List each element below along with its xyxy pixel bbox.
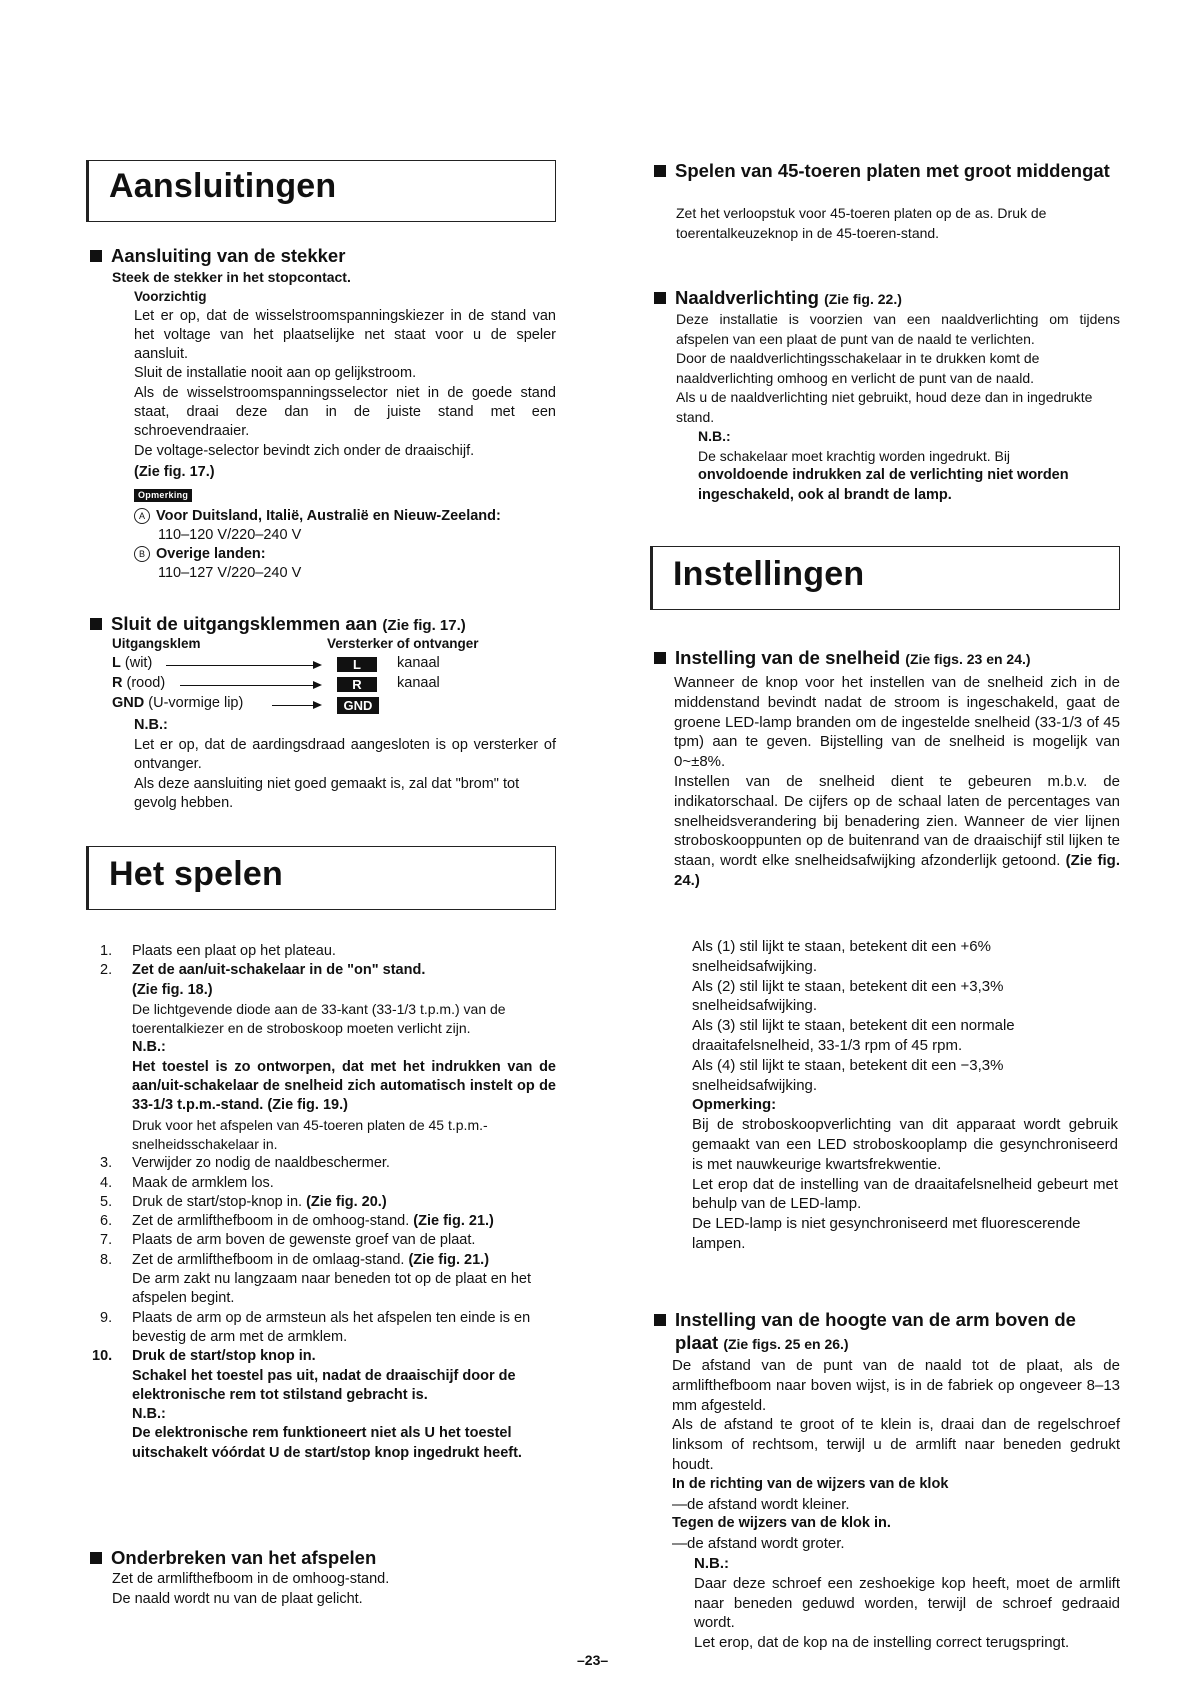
step-nb: N.B.:	[132, 1406, 166, 1423]
strobe-case: Als (4) stil lijkt te staan, betekent dit een −3,3% snelheidsafwijking.	[692, 1056, 1004, 1094]
naald-line: Door de naaldverlichtingsschakelaar in te drukken komt de naaldverlichting omhoog en verlicht de punt van de naald.	[676, 350, 1040, 386]
region-b-label: Overige landen:	[156, 546, 266, 563]
caution-line: Sluit de installatie nooit aan op gelijkstroom.	[134, 365, 417, 382]
onderbreken-body	[112, 1570, 556, 1609]
stekker-body	[112, 268, 556, 584]
step-item: 2. Zet de aan/uit-schakelaar in de "on" stand.	[100, 962, 426, 979]
strobe-case: Als (2) stil lijkt te staan, betekent dit een +3,3% snelheidsafwijking.	[692, 977, 1004, 1015]
section-box-instellingen	[650, 546, 1120, 610]
ccw-label: Tegen de wijzers van de klok in.	[672, 1515, 891, 1532]
region-a-label: Voor Duitsland, Italië, Australië en Nieuw-Zeeland:	[156, 507, 501, 524]
opmerking-line: De LED-lamp is niet gesynchroniseerd met fluorescerende lampen.	[692, 1215, 1081, 1252]
note-badge: Opmerking	[134, 489, 192, 502]
step-detail: Schakel het toestel pas uit, nadat de draaischijf door de elektronische rem tot stilstand gebracht is.	[132, 1367, 516, 1403]
caution-line: De voltage-selector bevindt zich onder de draaischijf.	[134, 442, 475, 459]
bullet-square-icon	[90, 1552, 102, 1564]
step-item: 5. Druk de start/stop-knop in. (Zie fig. 20.)	[100, 1193, 387, 1210]
caution-line: Als de wisselstroomspanningsselector niet in de goede stand staat, draai deze dan in de juiste stand met een schroevendraaier.	[134, 384, 556, 440]
snelheid-p2: Instellen van de snelheid dient te gebeuren m.b.v. de indikatorschaal. De cijfers op de schaal laten de percentages van snelheidsverandering bij benadering zien. Wanneer de vier lijnen stroboskooppunten op de buitenrand van de draaischijf stil lijken te staan, wordt elke snelheidsafwijking afzonderlijk getoond. (Zie fig. 24.)	[674, 772, 1120, 889]
connection-arrow	[272, 705, 314, 706]
bullet-square-icon	[654, 652, 666, 664]
heading-stekker: Aansluiting van de stekker	[90, 246, 345, 266]
ccw-text: —de afstand wordt groter.	[672, 1535, 845, 1553]
region-a-value: 110–120 V/220–240 V	[158, 526, 302, 543]
step-detail: (Zie fig. 18.)	[132, 981, 213, 998]
nb-line: De schakelaar moet krachtig worden ingedrukt. Bij	[698, 447, 1011, 464]
connection-col2-header: Versterker of ontvanger	[327, 636, 479, 651]
bullet-square-icon	[654, 292, 666, 304]
heading-45-toeren: Spelen van 45-toeren platen met groot middengat	[654, 160, 1120, 181]
terminal-l: L	[337, 657, 377, 672]
heading-onderbreken: Onderbreken van het afspelen	[90, 1548, 376, 1568]
arrow-head-icon	[313, 661, 322, 669]
step-item: 7. Plaats de arm boven de gewenste groef van de plaat.	[100, 1232, 476, 1249]
hoogte-p1: De afstand van de punt van de naald tot de plaat, als de armlifthefboom naar boven wijst, is in de fabriek op ongeveer 8–13 mm afgesteld.	[672, 1357, 1120, 1414]
connection-source-gnd: GND (U-vormige lip)	[112, 695, 244, 711]
marker-b-icon: B	[134, 546, 150, 562]
toeren45-body	[676, 204, 1120, 243]
section-box-aansluitingen	[86, 160, 556, 222]
terminal-gnd: GND	[337, 697, 379, 714]
marker-a-icon: A	[134, 508, 150, 524]
step-item: 6. Zet de armlifthefboom in de omhoog-stand. (Zie fig. 21.)	[100, 1213, 494, 1230]
nb-line: Let er op, dat de aardingsdraad aangesloten is op versterker of ontvanger.	[134, 736, 556, 772]
opmerking-label: Opmerking:	[692, 1096, 777, 1114]
step-item: 1. Plaats een plaat op het plateau.	[100, 943, 336, 959]
nb-line: Daar deze schroef een zeshoekige kop heeft, moet de armlift naar beneden geduwd worden, terwijl de schroef gedraaid wordt.	[694, 1574, 1120, 1632]
section-box-het-spelen	[86, 846, 556, 910]
opmerking-line: Bij de stroboskoopverlichting van dit apparaat wordt gebruik gemaakt van een LED stroboskooplamp die gesynchroniseerd is met nauwkeurige kwartsfrekwentie.	[692, 1116, 1118, 1173]
naald-body	[676, 310, 1120, 505]
section-title: Het spelen	[109, 855, 283, 893]
connection-col1-header: Uitgangsklem	[112, 636, 201, 651]
hoogte-p2: Als de afstand te groot of te klein is, draai dan de regelschroef linksom of rechtsom, terwijl u de armlift naar beneden gedrukt houdt.	[672, 1416, 1120, 1473]
connection-arrow	[166, 665, 314, 666]
snelheid-body	[674, 673, 1120, 891]
snelheid-cases	[692, 937, 1118, 1254]
cw-text: —de afstand wordt kleiner.	[672, 1495, 850, 1513]
step-nb-text: Het toestel is zo ontworpen, dat met het indrukken van de aan/uit-schakelaar de snelheid zich automatisch instelt op de 33-1/3 t.p.m.-stand. (Zie fig. 19.)	[132, 1058, 556, 1114]
step-item: 9. Plaats de arm op de armsteun als het afspelen ten einde is en bevestig de arm met de armklem.	[100, 1309, 531, 1345]
cw-label: In de richting van de wijzers van de klok	[672, 1475, 949, 1492]
nb-label: N.B.:	[134, 717, 168, 733]
heading-naaldverlichting: Naaldverlichting (Zie fig. 22.)	[654, 288, 902, 309]
connection-source-l: L (wit)	[112, 655, 153, 671]
klemmen-note	[134, 716, 556, 814]
step-item: 8. Zet de armlifthefboom in de omlaag-stand. (Zie fig. 21.)	[100, 1251, 490, 1268]
bullet-square-icon	[90, 618, 102, 630]
step-nb-text: De elektronische rem funktioneert niet als U het toestel uitschakelt vóórdat U de start/stop knop ingedrukt heeft.	[132, 1425, 522, 1461]
terminal-suffix: kanaal	[397, 675, 440, 691]
caution-line: Let er op, dat de wisselstroomspanningskiezer in de stand van het voltage van het plaatselijke net staat voor u de speler aansluit.	[134, 307, 556, 363]
heading-hoogte: Instelling van de hoogte van de arm boven de plaat (Zie figs. 25 en 26.)	[654, 1308, 1076, 1356]
step-detail: Druk voor het afspelen van 45-toeren platen de 45 t.p.m.-snelheidsschakelaar in.	[132, 1116, 488, 1152]
nb-bold: onvoldoende indrukken zal de verlichting niet worden ingeschakeld, ook al brandt de lamp.	[698, 467, 1069, 503]
opmerking-line: Let erop dat de instelling van de draaitafelsnelheid gebeurt met behulp van de LED-lamp.	[692, 1175, 1118, 1213]
nb-label: N.B.:	[694, 1554, 729, 1572]
terminal-suffix: kanaal	[397, 655, 440, 671]
onderbreken-line: De naald wordt nu van de plaat gelicht.	[112, 1590, 363, 1607]
naald-line: Deze installatie is voorzien van een naaldverlichting om tijdens afspelen van een plaat de punt van de naald te verlichten.	[676, 311, 1120, 347]
step-nb: N.B.:	[132, 1039, 166, 1056]
fig-ref: (Zie fig. 17.)	[134, 463, 215, 480]
section-title: Aansluitingen	[109, 167, 337, 205]
heading-snelheid: Instelling van de snelheid (Zie figs. 23 en 24.)	[654, 648, 1031, 669]
steps-list-container	[86, 942, 556, 1463]
caution-label: Voorzichtig	[134, 289, 207, 305]
nb-line: Als deze aansluiting niet goed gemaakt is, zal dat "brom" tot gevolg hebben.	[134, 775, 520, 811]
arrow-head-icon	[313, 681, 322, 689]
snelheid-p1: Wanneer de knop voor het instellen van de snelheid zich in de middenstand bevindt nadat de stroom is ingeschakeld, gaat de groene LED-lamp branden om de ingestelde snelheid (33-1/3 of 45 tpm) aan te geven. Bijstelling van de snelheid is mogelijk van 0~±8%.	[674, 674, 1120, 771]
bullet-square-icon	[654, 165, 666, 177]
page-number: –23–	[577, 1652, 609, 1668]
stekker-lead: Steek de stekker in het stopcontact.	[112, 269, 351, 285]
strobe-case: Als (3) stil lijkt te staan, betekent dit een normale draaitafelsnelheid, 33-1/3 rpm of 45 rpm.	[692, 1017, 1015, 1054]
nb-line: Let erop, dat de kop na de instelling correct terugspringt.	[694, 1634, 1070, 1652]
hoogte-body	[672, 1356, 1120, 1653]
arrow-head-icon	[313, 701, 322, 709]
nb-label: N.B.:	[698, 428, 731, 444]
bullet-square-icon	[654, 1314, 666, 1326]
onderbreken-line: Zet de armlifthefboom in de omhoog-stand.	[112, 1571, 390, 1587]
terminal-r: R	[337, 677, 377, 692]
section-title: Instellingen	[673, 555, 865, 593]
connection-arrow	[180, 685, 314, 686]
bullet-square-icon	[90, 250, 102, 262]
step-item: 3. Verwijder zo nodig de naaldbeschermer.	[100, 1155, 390, 1172]
steps-list	[86, 942, 556, 1463]
connection-source-r: R (rood)	[112, 675, 166, 691]
step-item: 10. Druk de start/stop knop in.	[92, 1348, 316, 1365]
naald-line: Als u de naaldverlichting niet gebruikt, houd deze dan in ingedrukte stand.	[676, 389, 1093, 425]
toeren45-text: Zet het verloopstuk voor 45-toeren platen op de as. Druk de toerentalkeuzeknop in de 45-toeren-stand.	[676, 205, 1047, 241]
strobe-case: Als (1) stil lijkt te staan, betekent dit een +6% snelheidsafwijking.	[692, 938, 991, 975]
step-detail: De arm zakt nu langzaam naar beneden tot op de plaat en het afspelen begint.	[132, 1271, 532, 1307]
heading-klemmen: Sluit de uitgangsklemmen aan (Zie fig. 17.)	[90, 614, 466, 636]
region-b-value: 110–127 V/220–240 V	[158, 565, 302, 582]
step-item: 4. Maak de armklem los.	[100, 1174, 274, 1191]
step-detail: De lichtgevende diode aan de 33-kant (33-1/3 t.p.m.) van de toerentalkiezer en de stroboskoop moeten verlicht zijn.	[132, 1000, 506, 1037]
